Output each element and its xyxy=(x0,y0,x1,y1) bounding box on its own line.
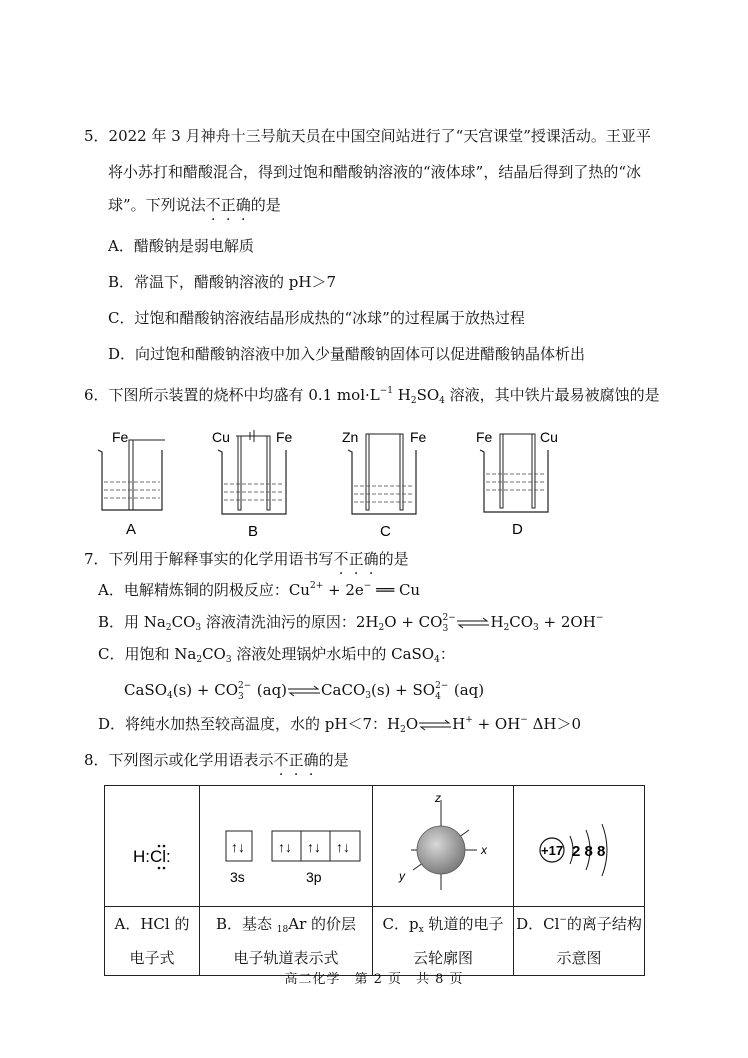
q6-beaker-diagrams xyxy=(90,420,610,542)
emphasis-char: 正 xyxy=(348,550,364,568)
q7-option-d: D．将纯水加热至较高温度，水的 pH＜7：$H_2O$ H+ + OH− ΔH＞0 xyxy=(98,715,582,735)
px-orbital-cloud xyxy=(373,786,513,902)
beaker-c-left-label: Zn xyxy=(342,429,359,445)
emphasis-char: 正 xyxy=(288,751,304,769)
svg-text:H:Cl:: H:Cl: xyxy=(133,847,171,866)
svg-text:z: z xyxy=(435,791,441,805)
svg-text:x: x xyxy=(481,843,487,857)
beaker-b-right-label: Fe xyxy=(276,429,293,445)
equilibrium-arrow-icon xyxy=(287,685,321,697)
q7-option-b: B．用 $Na_2CO_3$ 溶液清洗油污的原因：$2H_2O$ + CO 2− 3 $H_2CO_3 + 2OH^-$ xyxy=(98,613,604,634)
q5-option-a: A．醋酸钠是弱电解质 xyxy=(108,237,254,255)
emphasis-char: 确 xyxy=(235,196,251,214)
emphasis-char: 确 xyxy=(303,751,319,769)
q5-option-b: B．常温下，醋酸钠溶液的 pH＞7 xyxy=(108,273,337,291)
q8-cell-a-figure xyxy=(105,786,200,907)
q5-stem-line2: 将小苏打和醋酸混合，得到过饱和醋酸钠溶液的“液体球”，结晶后得到了热的“冰 xyxy=(108,163,642,181)
q7-option-a: A．电解精炼铜的阴极反应：$Cu^{2+} + 2e^-$ ══ Cu xyxy=(98,581,421,599)
q5-stem-line3: 球”。下列说法不正确的是 xyxy=(108,196,281,214)
svg-text:↑↓: ↑↓ xyxy=(336,839,350,855)
q8-caption-b: B．基态 $_{18}$Ar 的价层 电子轨道表示式 xyxy=(200,907,373,976)
svg-text:↑↓: ↑↓ xyxy=(278,839,292,855)
beaker-b-left-label: Cu xyxy=(212,429,230,445)
svg-text:↑↓: ↑↓ xyxy=(231,839,245,855)
beaker-b-label: B xyxy=(248,523,259,540)
svg-text:2 8 8: 2 8 8 xyxy=(572,843,606,860)
svg-text:↑↓: ↑↓ xyxy=(307,839,321,855)
equilibrium-arrow-icon xyxy=(456,617,490,629)
cl-ion-structure xyxy=(514,786,644,902)
beaker-d-right-label: Cu xyxy=(540,429,558,445)
svg-text:3p: 3p xyxy=(306,869,322,885)
q8-stem: 8．下列图示或化学用语表示不正确的是 xyxy=(84,751,349,769)
equilibrium-arrow-icon xyxy=(418,719,452,731)
beaker-a xyxy=(98,429,165,538)
page-footer: 高二化学 第 2 页 共 8 页 xyxy=(284,972,464,987)
ar-orbital-diagram xyxy=(200,786,372,902)
emphasis-char: 不 xyxy=(333,550,349,568)
q8-cell-c-figure xyxy=(373,786,514,907)
beaker-d-label: D xyxy=(512,521,523,538)
beaker-a-left-label: Fe xyxy=(112,429,129,445)
svg-text:y: y xyxy=(399,869,405,883)
q8-caption-a: A．HCl 的 电子式 xyxy=(105,907,200,976)
beaker-c-right-label: Fe xyxy=(410,429,427,445)
emphasis-char: 不 xyxy=(273,751,289,769)
hcl-electron-formula xyxy=(105,786,199,902)
emphasis-char: 确 xyxy=(363,550,379,568)
q5-stem-line1: 5．2022 年 3 月神舟十三号航天员在中国空间站进行了“天宫课堂”授课活动。王亚平 xyxy=(84,127,651,145)
q6-stem: 6．下图所示装置的烧杯中均盛有 0.1 $mol\cdot L^{-1}$ $H_2SO_4$ 溶液，其中铁片最易被腐蚀的是 xyxy=(84,386,660,406)
beaker-c xyxy=(342,429,427,540)
svg-text:+17: +17 xyxy=(541,843,564,858)
beaker-c-label: C xyxy=(380,523,391,540)
q8-caption-c: C．$p_x$ 轨道的电子 云轮廓图 xyxy=(373,907,514,976)
q8-caption-d: D．Cl−的离子结构 示意图 xyxy=(514,907,645,976)
q8-cell-d-figure xyxy=(514,786,645,907)
emphasis-char: 不 xyxy=(205,196,221,214)
beaker-d-left-label: Fe xyxy=(476,429,493,445)
q7-option-c: C．用饱和 $Na_2CO_3$ 溶液处理锅炉水垢中的 CaSO$_4$： xyxy=(98,645,455,665)
beaker-a-label: A xyxy=(126,521,137,538)
q7-stem: 7．下列用于解释事实的化学用语书写不正确的是 xyxy=(84,550,409,568)
q5-option-c: C．过饱和醋酸钠溶液结晶形成热的“冰球”的过程属于放热过程 xyxy=(108,309,525,327)
q8-cell-b-figure xyxy=(200,786,373,907)
q5-option-d: D．向过饱和醋酸钠溶液中加入少量醋酸钠固体可以促进醋酸钠晶体析出 xyxy=(108,345,586,363)
beaker-b xyxy=(212,429,293,540)
emphasis-char: 正 xyxy=(220,196,236,214)
q7-option-c-equation: CaSO$_4$(s) + CO 2− 3 (aq) CaCO$_3$(s) + SO 2− 4 (aq) xyxy=(124,681,485,702)
beaker-d xyxy=(476,429,558,538)
q8-options-table xyxy=(104,785,645,976)
svg-text:3s: 3s xyxy=(230,869,245,885)
